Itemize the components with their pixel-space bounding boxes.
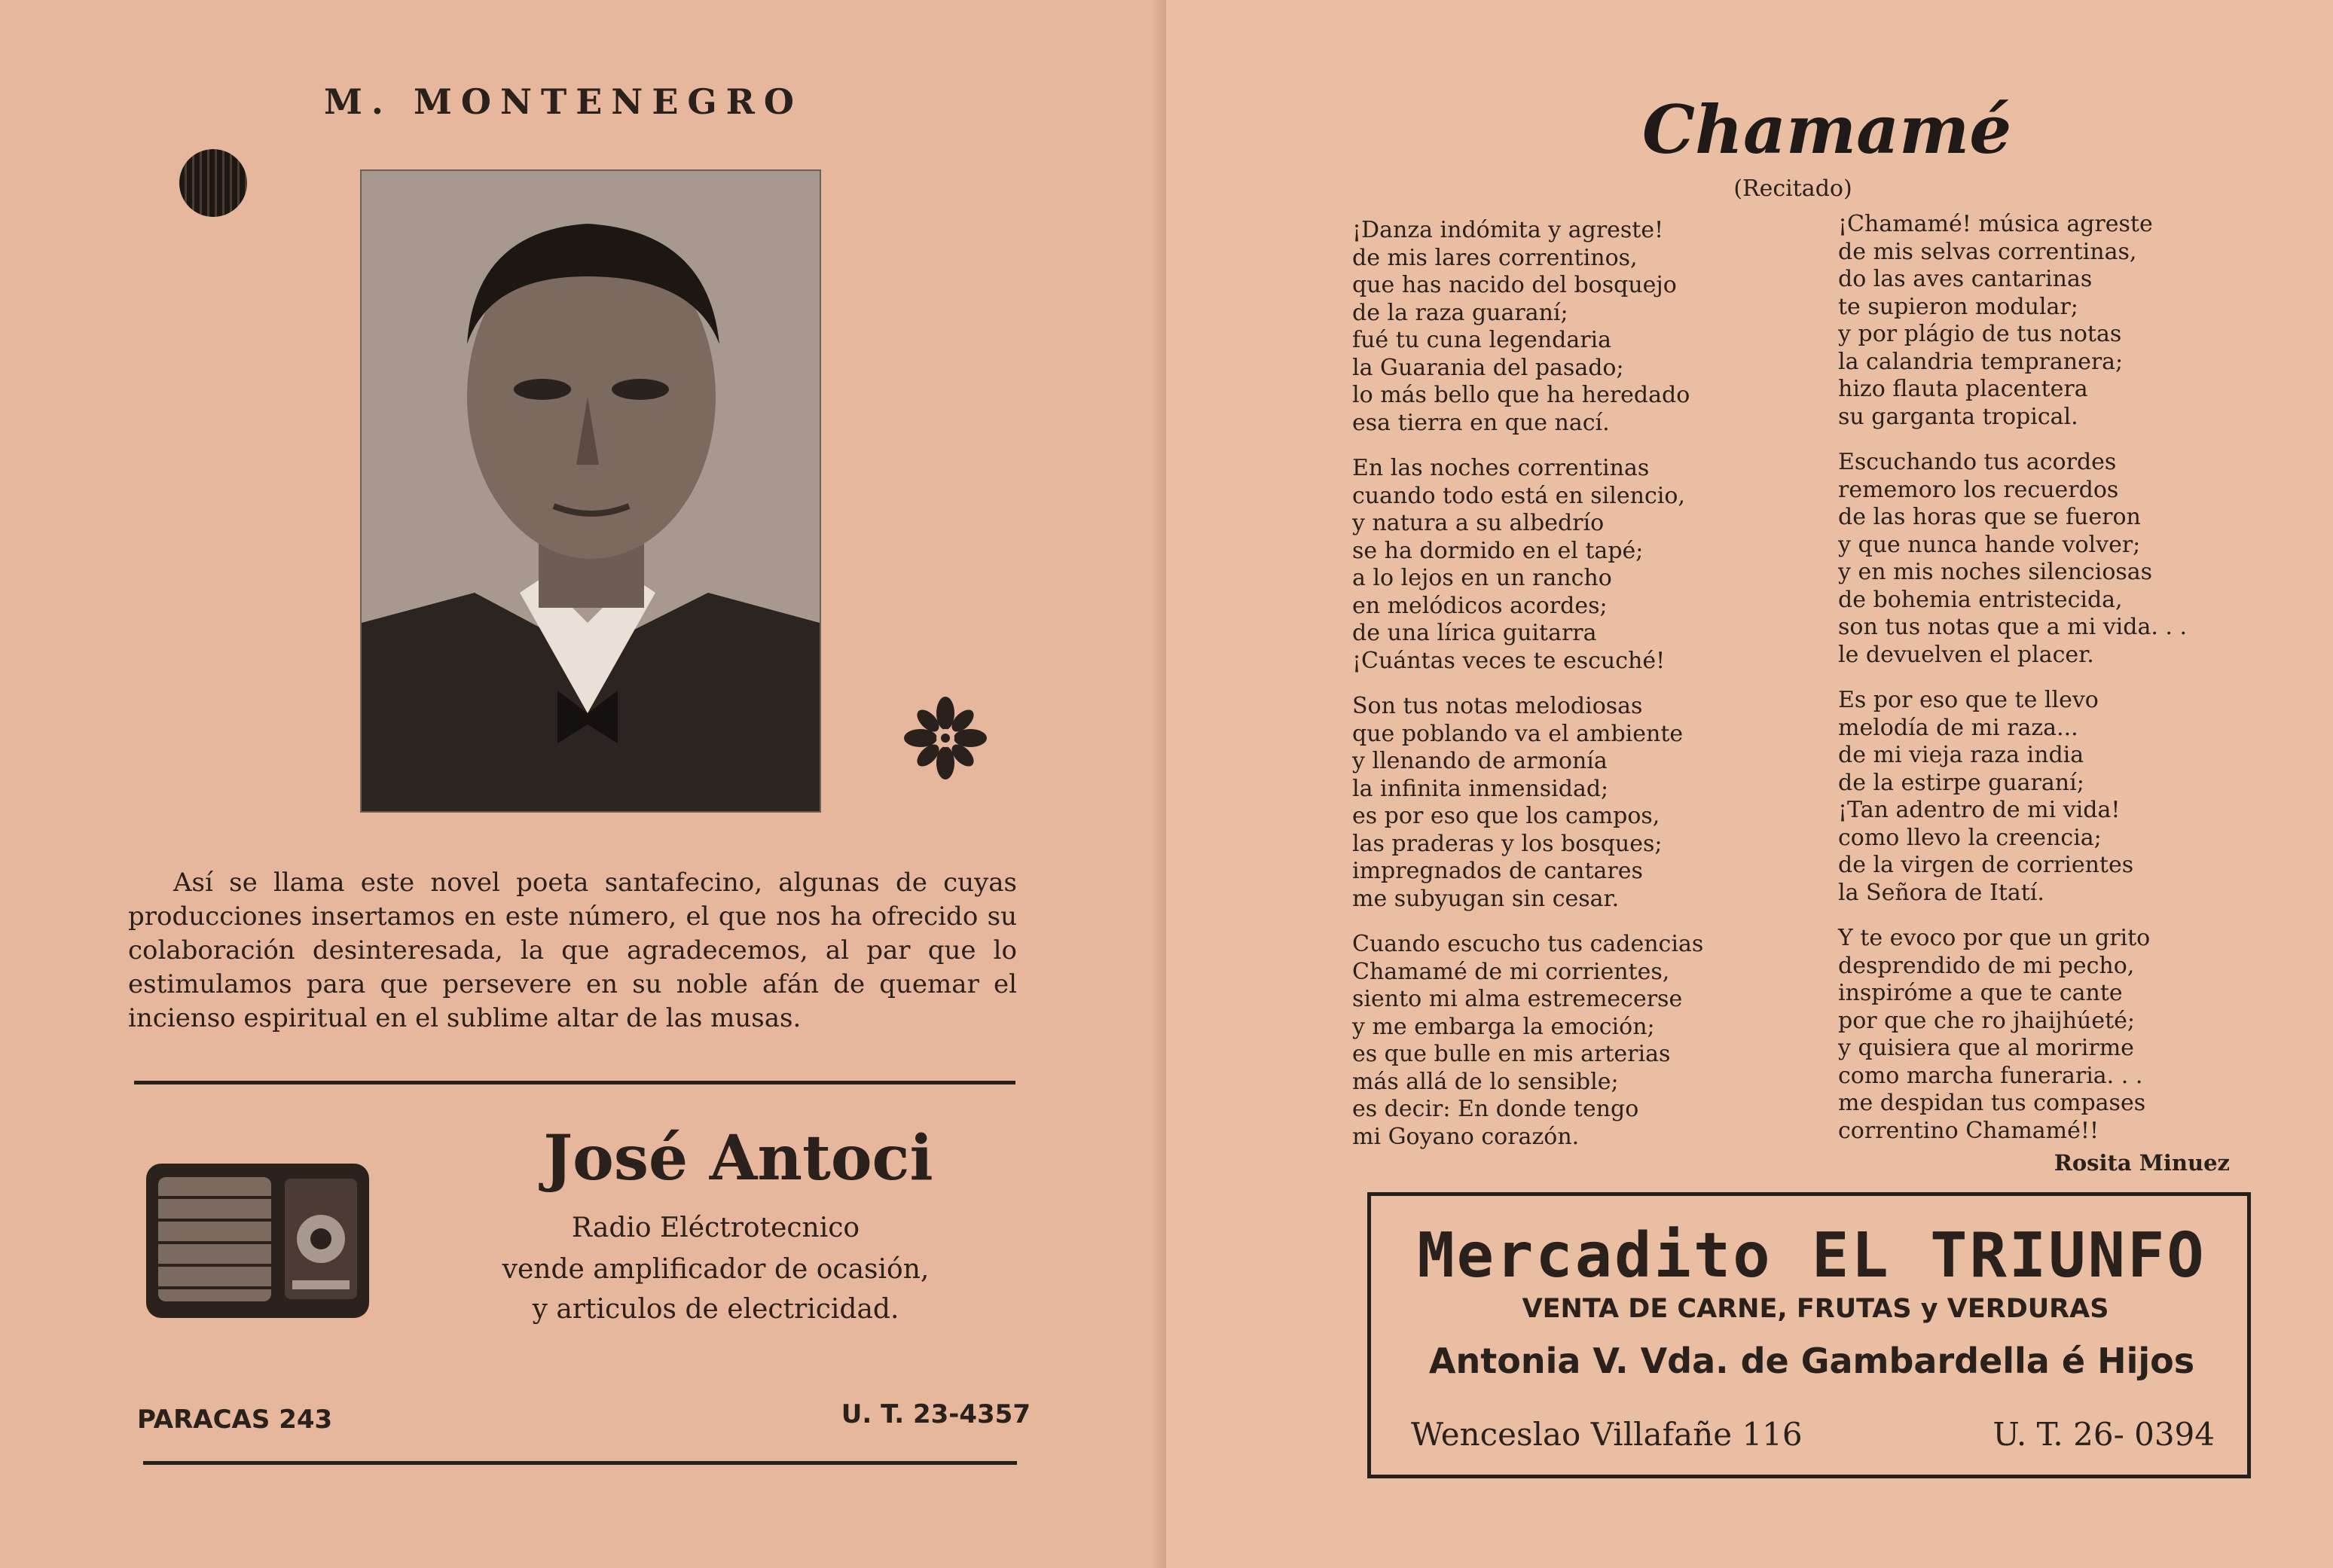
poem-line: que has nacido del bosquejo [1352,272,1677,298]
poem-line: se ha dormido en el tapé; [1352,537,1644,564]
poem-line: Y te evoco por que un grito [1838,925,2151,951]
author-header: M. MONTENEGRO [324,81,803,122]
poem-line: me subyugan sin cesar. [1352,885,1620,912]
poem-stanza [1352,217,1744,437]
poem-line: de la virgen de corrientes [1838,852,2134,878]
poem-line: rememoro los recuerdos [1838,476,2119,503]
poem-line: ¡Chamamé! música agreste [1838,211,2153,237]
ad-top-rule [134,1081,1015,1084]
poem-line: de las horas que se fueron [1838,504,2141,530]
poem-line: de mi vieja raza india [1838,742,2084,768]
poem-line: de bohemia entristecida, [1838,586,2123,613]
poem-line: Cuando escucho tus cadencias [1352,931,1704,957]
poem-line: por que che ro jhaijhúeté; [1838,1007,2136,1034]
ad-tagline: VENTA DE CARNE, FRUTAS y VERDURAS [1522,1294,2109,1324]
poem-line: de la raza guaraní; [1352,299,1568,326]
poem-line: es que bulle en mis arterias [1352,1041,1671,1067]
poem-line: cuando todo está en silencio, [1352,482,1685,509]
poem-line: como llevo la creencia; [1838,824,2102,851]
poem-line: la Guarania del pasado; [1352,354,1624,381]
ad-owner: Antonia V. Vda. de Gambardella é Hijos [1428,1341,2195,1381]
poem-line: y natura a su albedrío [1352,510,1605,536]
poem-line: esa tierra en que nací. [1352,409,1610,436]
ad-description-line: y articulos de electricidad. [532,1294,899,1325]
poem-line: la infinita inmensidad; [1352,775,1609,802]
poem-line: me despidan tus compases [1838,1090,2146,1116]
radio-illustration [142,1156,375,1325]
poem-stanza [1352,455,1744,675]
poem-stanza [1838,211,2252,431]
ad-address: PARACAS 243 [137,1405,333,1435]
poem-stanza [1352,693,1744,913]
left-page [0,0,1166,1568]
poem-line: Chamamé de mi corrientes, [1352,958,1670,985]
ad-tagline: Radio Eléctrotecnico [571,1213,860,1243]
poem-line: fué tu cuna legendaria [1352,327,1612,353]
poem-line: impregnados de cantares [1352,858,1643,884]
poem-line: correntino Chamamé!! [1838,1117,2099,1144]
flower-ornament [904,697,987,779]
poem-line: y me embarga la emoción; [1352,1013,1655,1040]
poem-line: ¡Cuántas veces te escuché! [1352,647,1666,674]
circle-ornament [179,149,247,217]
poem-line: de una lírica guitarra [1352,620,1597,646]
poem-line: ¡Tan adentro de mi vida! [1838,797,2121,823]
poem-line: siento mi alma estremecerse [1352,986,1683,1012]
ad-phone: U. T. 23-4357 [841,1399,1031,1429]
ad-description-line: vende amplificador de ocasión, [502,1254,930,1285]
poem-line: en melódicos acordes; [1352,592,1608,619]
poem-subtitle: (Recitado) [1733,175,1852,202]
poem-line: Es por eso que te llevo [1838,687,2099,713]
poem-line: las praderas y los bosques; [1352,830,1663,857]
poem-line: de mis selvas correntinas, [1838,238,2137,265]
author-portrait [360,169,821,813]
poem-line: Son tus notas melodiosas [1352,693,1643,719]
poem-stanza [1838,687,2252,907]
poem-line: a lo lejos en un rancho [1352,565,1612,591]
poem-author: Rosita Minuez [2054,1150,2230,1176]
ad-address: Wenceslao Villafañe 116 [1411,1416,1803,1453]
poem-line: son tus notas que a mi vida. . . [1838,614,2188,640]
poem-line: desprendido de mi pecho, [1838,952,2135,979]
poem-line: inspiróme a que te cante [1838,980,2123,1006]
poem-line: le devuelven el placer. [1838,641,2094,668]
poem-line: lo más bello que ha heredado [1352,382,1690,408]
poem-line: y en mis noches silenciosas [1838,559,2153,585]
poem-line: Escuchando tus acordes [1838,449,2117,475]
ad-business-name: Mercadito EL TRIUNFO [1417,1220,2206,1292]
ad-business-name: José Antoci [543,1122,933,1194]
author-bio: Así se llama este novel poeta santafecino, algunas de cuyas producciones insertamos en este número, el que nos ha ofrecido su colaboración desinteresada, la que agradecemos, al par que lo estimulamos para que persevere en su noble afán de quemar el incienso espiritual en el sublime altar de las musas. [128,868,1017,1033]
poem-line: melodía de mi raza... [1838,714,2078,741]
poem-stanza [1838,449,2252,669]
poem-line: ¡Danza indómita y agreste! [1352,217,1664,243]
ad-phone: U. T. 26- 0394 [1993,1416,2215,1453]
poem-title: Chamamé [1642,90,2012,169]
poem-line: de mis lares correntinos, [1352,244,1638,271]
ad-bottom-rule [143,1461,1017,1465]
poem-line: do las aves cantarinas [1838,266,2093,292]
poem-line: te supieron modular; [1838,293,2078,320]
poem-line: y por plágio de tus notas [1838,321,2122,347]
poem-column-right [1838,211,2252,1163]
poem-line: es por eso que los campos, [1352,803,1660,829]
poem-stanza [1838,925,2252,1145]
poem-line: como marcha funeraria. . . [1838,1062,2143,1089]
poem-line: En las noches correntinas [1352,455,1650,481]
poem-column-left [1352,217,1744,1169]
poem-line: más allá de lo sensible; [1352,1068,1619,1095]
poem-line: es decir: En donde tengo [1352,1096,1639,1122]
poem-stanza [1352,931,1744,1151]
poem-line: la calandria tempranera; [1838,348,2124,375]
poem-line: que poblando va el ambiente [1352,720,1684,747]
poem-line: la Señora de Itatí. [1838,879,2044,906]
poem-line: de la estirpe guaraní; [1838,769,2084,796]
poem-line: y llenando de armonía [1352,748,1608,774]
poem-line: y quisiera que al morirme [1838,1035,2134,1061]
poem-line: su garganta tropical. [1838,403,2078,430]
poem-line: y que nunca hande volver; [1838,531,2141,558]
poem-line: hizo flauta placentera [1838,376,2088,402]
poem-line: mi Goyano corazón. [1352,1123,1580,1150]
